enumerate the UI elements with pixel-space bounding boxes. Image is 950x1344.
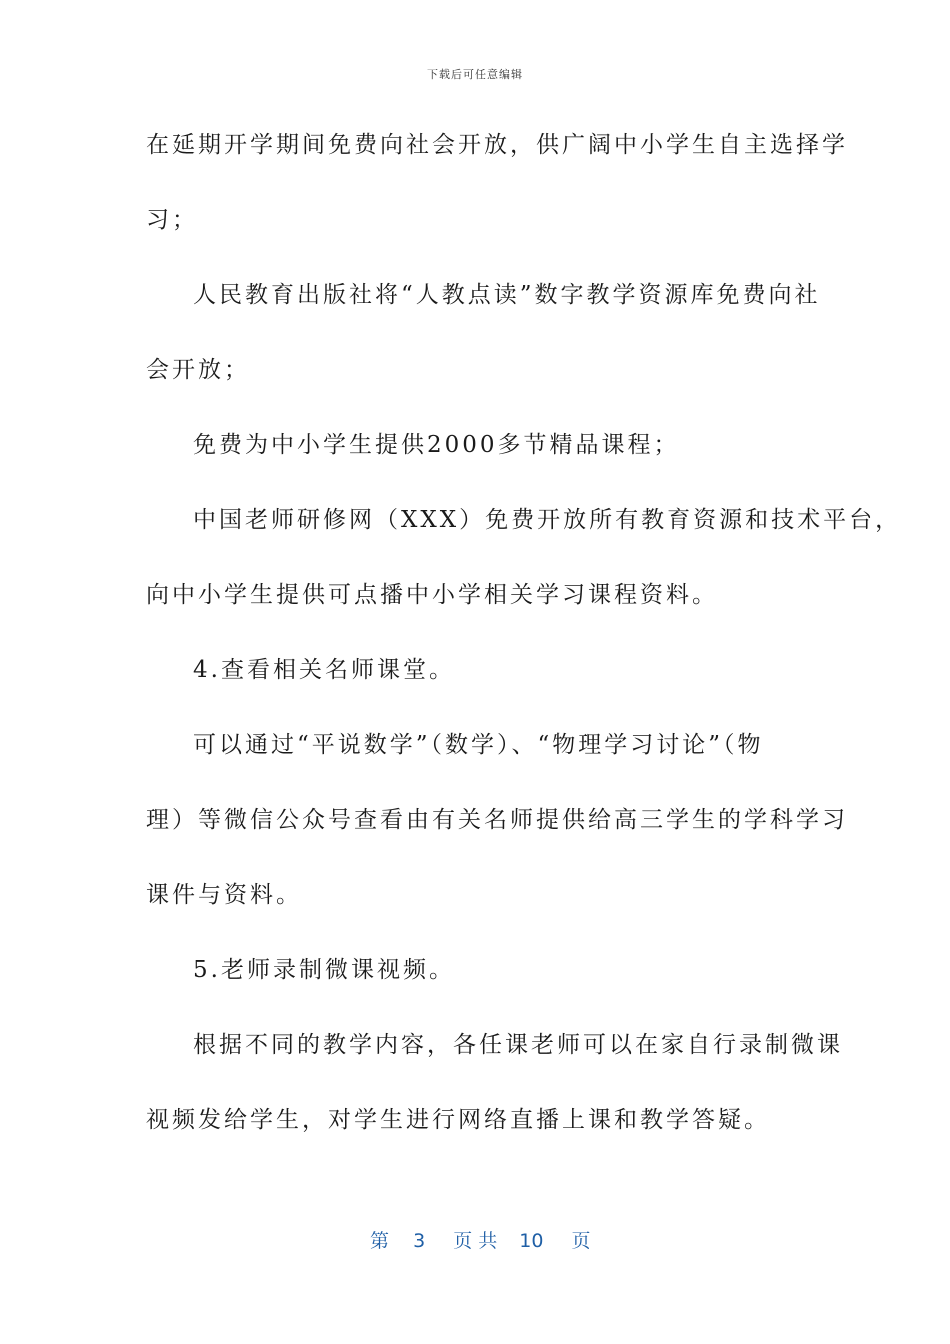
body-line: 理）等微信公众号查看由有关名师提供给高三学生的学科学习 bbox=[146, 807, 848, 833]
body-line: 课件与资料。 bbox=[146, 882, 302, 908]
body-line: 视频发给学生，对学生进行网络直播上课和教学答疑。 bbox=[146, 1107, 770, 1133]
header-note: 下载后可任意编辑 bbox=[427, 68, 523, 81]
body-line: 根据不同的教学内容，各任课老师可以在家自行录制微课 bbox=[193, 1032, 843, 1058]
body-line: 向中小学生提供可点播中小学相关学习课程资料。 bbox=[146, 582, 718, 608]
body-line: 免费为中小学生提供2000多节精品课程； bbox=[193, 432, 680, 458]
body-line: 中国老师研修网（XXX）免费开放所有教育资源和技术平台， bbox=[193, 507, 902, 533]
current-page-number: 3 bbox=[413, 1230, 426, 1252]
body-line: 在延期开学期间免费向社会开放，供广阔中小学生自主选择学 bbox=[146, 132, 848, 158]
page-suffix: 页 bbox=[571, 1230, 591, 1252]
body-line: 会开放； bbox=[146, 357, 250, 383]
page-prefix: 第 bbox=[370, 1230, 390, 1252]
body-line: 习； bbox=[146, 207, 198, 233]
body-line: 可以通过“平说数学”（数学）、“物理学习讨论”（物 bbox=[193, 732, 764, 758]
page-mid-text: 页 共 bbox=[453, 1230, 498, 1252]
total-pages-number: 10 bbox=[519, 1230, 544, 1252]
section-heading: 4.查看相关名师课堂。 bbox=[193, 657, 455, 683]
section-heading: 5.老师录制微课视频。 bbox=[193, 957, 455, 983]
page-footer bbox=[370, 1226, 591, 1253]
body-line: 人民教育出版社将“人教点读”数字教学资源库免费向社 bbox=[193, 282, 821, 308]
